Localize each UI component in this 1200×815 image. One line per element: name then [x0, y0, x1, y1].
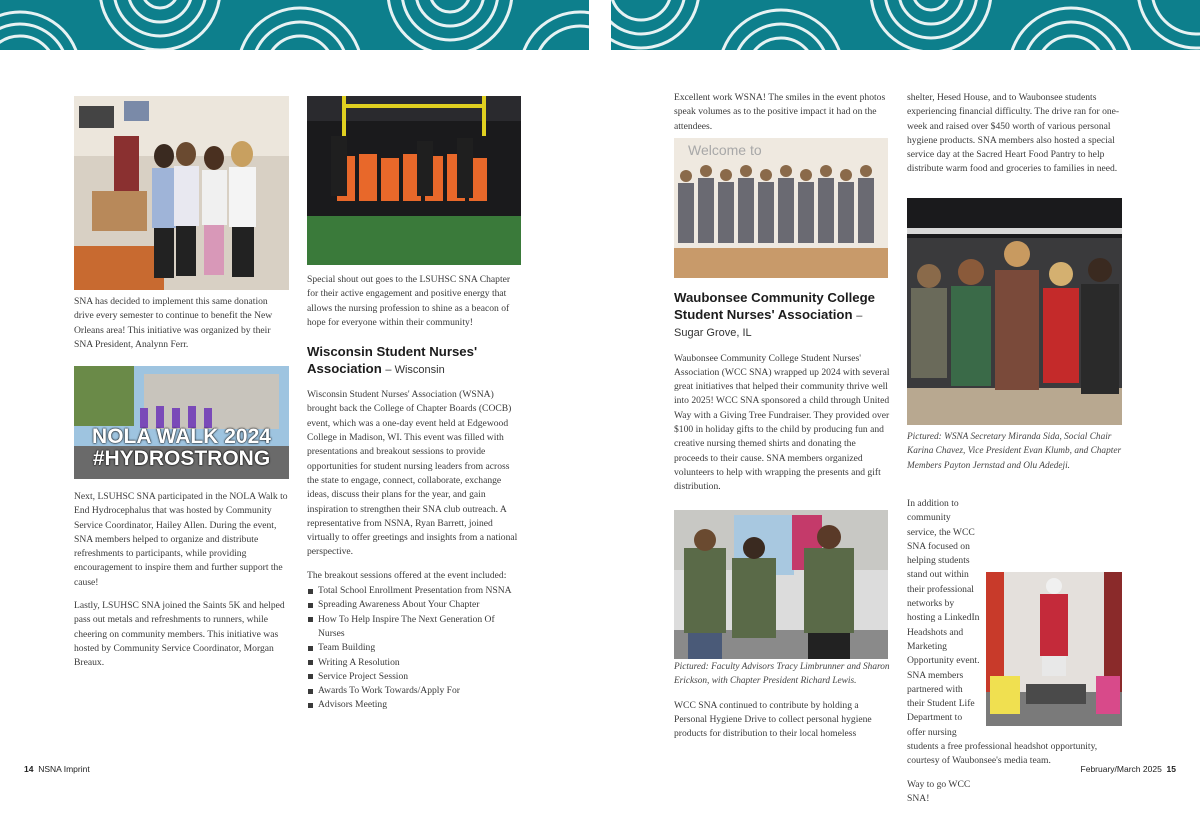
- top-banner-right: [611, 0, 1200, 50]
- heading-text: Waubonsee Community College Student Nurses' Association: [674, 290, 876, 322]
- section-heading-waubonsee: [674, 290, 890, 342]
- welcome-sign: Welcome to: [688, 142, 762, 158]
- paragraph: Way to go WCC SNA!: [907, 778, 971, 804]
- section-heading-wisconsin: [307, 344, 523, 378]
- page-number-left: 14: [24, 764, 34, 774]
- sign-line-1: NOLA WALK 2024: [92, 425, 271, 448]
- sign-line-2: #HYDROSTRONG: [92, 447, 271, 470]
- paragraph: Wisconsin Student Nurses' Association (WSNA) brought back the College of Chapter Boards (COCB) event, which was a one-day event held at Edgewood College in Madison, WI. This event was filled with presentations and breakout sessions to provide opportunities for student nursing leaders from across the state to engage, connect, collaborate, exchange ideas, discuss their plans for the year, and gain inspiration to strengthen their SNA club outreach. A representative from NSNA, Ryan Barrett, joined virtually to offer greetings and insights from a national perspective.: [307, 389, 518, 558]
- paragraph: Waubonsee Community College Student Nurses' Association (WCC SNA) wrapped up 2024 with several great initiatives that helped their community thrive well into 2025! WCC SNA sponsored a child through United Way with a Giving Tree Fundraiser. They provided over $100 in holiday gifts to the child by producing fun and creative nursing themed shirts and donating the proceeds to their cause. SNA members organized volunteers to help with wrapping the presents and gift distribution.: [674, 352, 890, 493]
- column-3-top: [674, 91, 890, 143]
- list-item: Service Project Session: [307, 670, 523, 684]
- column-4-top: [907, 91, 1122, 186]
- breakout-sessions-list: [307, 584, 523, 713]
- heading-location: – Sugar Grove, IL: [674, 309, 863, 339]
- footer-right: [1081, 764, 1176, 774]
- paragraph: Special shout out goes to the LSUHSC SNA Chapter for their active engagement and positive energy that allows the nursing profession to shine as a beacon of hope for everyone within their community!: [307, 274, 511, 328]
- paragraph: shelter, Hesed House, and to Waubonsee students experiencing financial difficulty. The drive ran for one-week and raised over $450 worth of various personal hygiene products. SNA members also hosted a special service day at the Sacred Heart Food Pantry to help distribute warm food and groceries to families in need.: [907, 92, 1120, 175]
- photo-nola-walk: [74, 366, 289, 479]
- photo-caption: Pictured: WSNA Secretary Miranda Sida, Social Chair Karina Chavez, Vice President Evan Klumb, and Chapter Members Payton Jernstad and Olu Adedeji.: [907, 432, 1122, 471]
- column-3-bottom: [674, 660, 890, 750]
- wave-pattern-right: [611, 0, 1200, 50]
- magazine-title: NSNA Imprint: [38, 764, 90, 774]
- column-3-middle: [674, 290, 890, 503]
- photo-wsna-group: [674, 138, 888, 278]
- list-item: Writing A Resolution: [307, 656, 523, 670]
- top-banner-left: [0, 0, 589, 50]
- column-4-middle: [907, 430, 1122, 483]
- walk-sign: [78, 426, 285, 470]
- list-item: Awards To Work Towards/Apply For: [307, 684, 523, 698]
- list-item: Total School Enrollment Presentation from NSNA: [307, 584, 523, 598]
- footer-left: [24, 764, 90, 774]
- photo-donation-drive: [74, 96, 289, 290]
- paragraph: Excellent work WSNA! The smiles in the event photos speak volumes as to the positive impact it had on the attendees.: [674, 92, 886, 132]
- paragraph: The breakout sessions offered at the event included:: [307, 569, 507, 581]
- photo-wsna-officers: [907, 198, 1122, 425]
- column-2: [307, 273, 523, 713]
- photo-lsuhsc-group: [307, 96, 521, 265]
- paragraph: WCC SNA continued to contribute by holding a Personal Hygiene Drive to collect personal hygiene products for distribution to their local homeless: [674, 699, 872, 740]
- paragraph: SNA has decided to implement this same donation drive every semester to continue to benefit the New Orleans area! This initiative was organized by their SNA President, Analynn Ferr.: [74, 296, 273, 350]
- paragraph: Next, LSUHSC SNA participated in the NOLA Walk to End Hydrocephalus that was hosted by Community Service Coordinator, Hailey Allen. During the event, SNA members helped to organize and distribute refreshments to participants, while providing encouragement to inspire them and further support the cause!: [74, 491, 288, 588]
- list-item: Team Building: [307, 641, 523, 655]
- list-item: Spreading Awareness About Your Chapter: [307, 598, 523, 612]
- column-1-top: [74, 295, 289, 361]
- photo-caption: Pictured: Faculty Advisors Tracy Limbrunner and Sharon Erickson, with Chapter President Richard Lewis.: [674, 662, 890, 687]
- list-item: How To Help Inspire The Next Generation Of Nurses: [307, 613, 523, 642]
- photo-faculty-advisors: [674, 510, 888, 659]
- issue-date: February/March 2025: [1080, 764, 1162, 774]
- paragraph-text: In addition to community service, the WCC SNA focused on helping students stand out within their professional networks by hosting a LinkedIn Headshots and Marketing Opportunity event. SNA members partnered with their Student Life Department to offer nursing students a free professional headshot opportunity, courtesy of Waubonsee's media team.: [907, 498, 1098, 767]
- wave-pattern-left: [0, 0, 589, 50]
- paragraph: Lastly, LSUHSC SNA joined the Saints 5K and helped pass out metals and refreshments to runners, while cheering on community members. This initiative was hosted by Community Service Coordinator, Morgan Breaux.: [74, 600, 285, 669]
- column-1-bottom: [74, 490, 289, 680]
- heading-text: Wisconsin Student Nurses' Association: [307, 344, 478, 376]
- list-item: Advisors Meeting: [307, 698, 523, 712]
- paragraph: [907, 497, 1122, 769]
- heading-location: – Wisconsin: [385, 363, 445, 376]
- float-spacer: [982, 569, 1122, 726]
- page-number-right: 15: [1166, 764, 1176, 774]
